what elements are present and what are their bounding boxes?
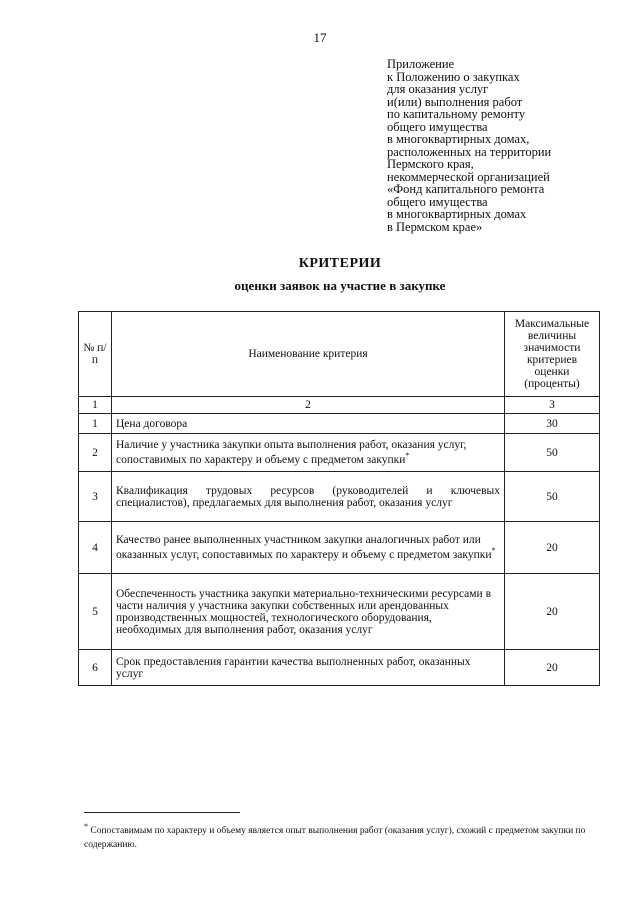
document-title: КРИТЕРИИ	[298, 256, 382, 271]
appendix-line: общего имущества	[387, 119, 488, 134]
row-value: 50	[505, 434, 600, 472]
footnote-mark: *	[491, 546, 496, 556]
table-row	[79, 650, 600, 686]
table-row	[79, 472, 600, 522]
appendix-line: «Фонд капитального ремонта	[387, 182, 545, 196]
table-row	[79, 522, 600, 574]
row-criterion	[112, 434, 505, 472]
row-value: 20	[505, 522, 600, 574]
appendix-line: некоммерческой организацией	[387, 169, 550, 184]
appendix-line: Пермского края,	[387, 157, 474, 171]
row-criterion	[112, 522, 505, 574]
appendix-line: в Пермском крае»	[387, 219, 483, 234]
header-num: № п/п	[79, 312, 112, 397]
row-criterion-text: Наличие у участника закупки опыта выполнения работ, оказания услуг, сопоставимых по характеру и объему с предметом закупки	[116, 439, 467, 466]
footnote-mark: *	[84, 822, 88, 831]
row-num: 2	[79, 434, 112, 472]
table-row	[79, 574, 600, 650]
row-value: 20	[505, 650, 600, 686]
table-row	[79, 414, 600, 434]
footnote-divider	[84, 812, 240, 813]
row-criterion: Цена договора	[112, 414, 505, 434]
header-value: Максимальные величины значимости критериев оценки (проценты)	[505, 312, 600, 397]
appendix-line: для оказания услуг	[387, 82, 489, 96]
appendix-line: по капитальному ремонту	[387, 107, 526, 121]
row-criterion: Срок предоставления гарантии качества выполненных работ, оказанных услуг	[112, 650, 505, 686]
row-num: 3	[79, 472, 112, 522]
appendix-line: и(или) выполнения работ	[387, 94, 523, 109]
row-criterion: Обеспеченность участника закупки материально-техническими ресурсами в части наличия у участника закупки собственных или арендованных производственных мощностей, технологического оборудования, необходимых для выполнения работ, оказания услуг	[112, 574, 505, 650]
row-value: 50	[505, 472, 600, 522]
column-number: 3	[505, 397, 600, 414]
row-num: 1	[79, 414, 112, 434]
page-number: 17	[313, 30, 327, 45]
table-header-row	[79, 312, 600, 397]
row-value: 30	[505, 414, 600, 434]
footnote	[84, 820, 604, 852]
appendix-line: к Положению о закупках	[387, 69, 520, 84]
appendix-line: Приложение	[387, 57, 455, 71]
footnote-text: Сопоставимым по характеру и объему является опыт выполнения работ (оказания услуг), схожий с предметом закупки по содержанию.	[84, 826, 586, 851]
appendix-header	[387, 58, 617, 233]
row-num: 4	[79, 522, 112, 574]
row-criterion: Квалификация трудовых ресурсов (руководителей и ключевых специалистов), предлагаемых для выполнения работ, оказания услуг	[112, 472, 505, 522]
appendix-line: общего имущества	[387, 194, 488, 209]
row-num: 5	[79, 574, 112, 650]
footnote-mark: *	[405, 451, 410, 461]
table-row	[79, 434, 600, 472]
row-criterion-text: Качество ранее выполненных участником закупки аналогичных работ или оказанных услуг, сопоставимых по характеру и объему с предметом закупки	[116, 534, 492, 561]
row-num: 6	[79, 650, 112, 686]
column-number: 2	[112, 397, 505, 414]
criteria-table	[78, 311, 600, 686]
header-name: Наименование критерия	[112, 312, 505, 397]
document-subtitle: оценки заявок на участие в закупке	[234, 278, 446, 293]
column-number: 1	[79, 397, 112, 414]
appendix-line: в многоквартирных домах,	[387, 132, 530, 146]
column-number-row	[79, 397, 600, 414]
appendix-line: в многоквартирных домах	[387, 207, 527, 221]
appendix-line: расположенных на территории	[387, 144, 552, 159]
row-value: 20	[505, 574, 600, 650]
